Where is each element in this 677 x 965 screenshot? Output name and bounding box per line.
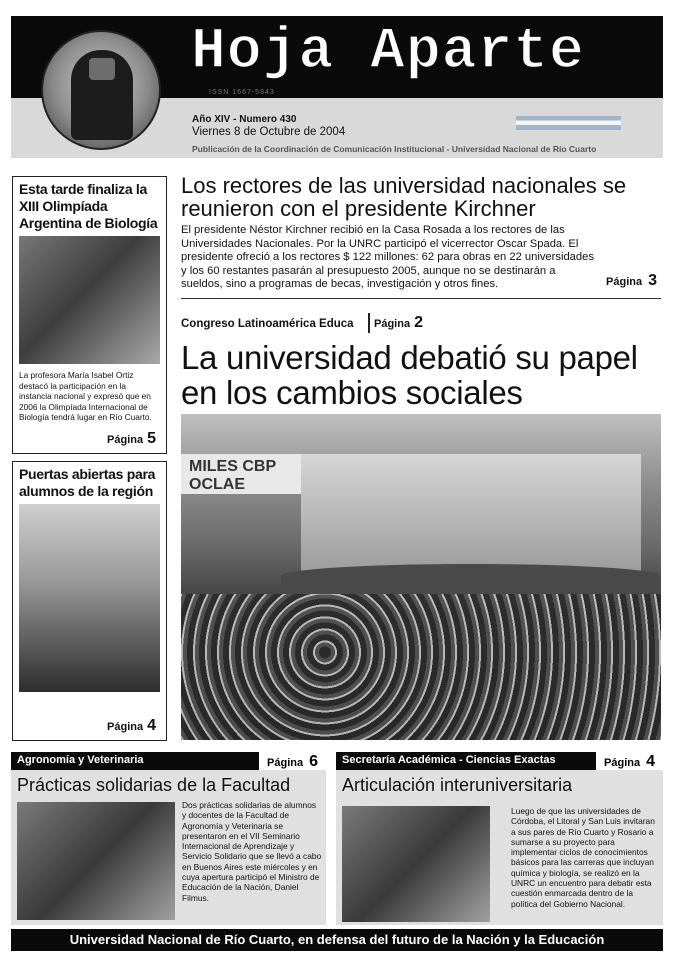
- story-solidarity-practices[interactable]: [11, 770, 326, 925]
- open-doors-photo: [19, 504, 160, 692]
- page-label: Página: [267, 757, 304, 769]
- congress-headline[interactable]: La universidad debatió su papel en los cambios sociales: [181, 339, 638, 411]
- olympiad-photo: [19, 236, 160, 364]
- story-body: Luego de que las universidades de Córdoba, el Litoral y San Luis invitaran a sus pares de Río Cuarto y Rosario a sumarse a su proyecto para implementar ciclos de conocimientos básicos para las carreras que incluyan química y biología, se realizó en la UNRC un encuentro para debatir esta cuestión enmarcada dentro de la política del Gobierno Nacional.: [511, 806, 655, 909]
- page-label: Página: [107, 721, 144, 733]
- page-reference[interactable]: [259, 752, 326, 770]
- sidebar-story-title[interactable]: Esta tarde finaliza la XIII Olimpíada Argentina de Biología: [19, 181, 158, 231]
- divider: [368, 313, 370, 333]
- page-label: Página: [107, 434, 144, 446]
- argentina-flag-icon: [516, 116, 621, 130]
- section-bar-academic: [336, 752, 663, 770]
- page-reference[interactable]: [606, 272, 657, 290]
- story-body: Dos prácticas solidarias de alumnos y docentes de la Facultad de Agronomía y Veterinaria se presentaron en el VII Seminario Internacional de Aprendizaje y Servicio Solidario que se llevó a cabo en Buenos Aires este miércoles y en cuya apertura participó el Ministro de Educación de la Nación, Daniel Filmus.: [182, 800, 322, 903]
- page-reference[interactable]: [107, 717, 156, 735]
- page-reference[interactable]: [374, 314, 423, 332]
- page-number: 4: [646, 753, 655, 770]
- sidebar-story-open-doors[interactable]: [12, 461, 167, 741]
- page-number: 2: [414, 314, 423, 331]
- lead-story-headline[interactable]: Los rectores de las universidad nacionales se reunieron con el presidente Kirchner: [181, 173, 627, 221]
- story-headline[interactable]: Prácticas solidarias de la Facultad: [17, 775, 291, 795]
- lead-story-body: El presidente Néstor Kirchner recibió en la Casa Rosada a los rectores de las Universidades Nacionales. Por la UNRC participó el vicerrector Oscar Spada. El presidente ofreció a los rectores $ 122 millones: 62 para obras en 22 universidades y los 60 restantes pasarán al presupuesto 2005, aunque no se destinarán a sueldos, sino a programas de becas, investigación y otros fines.: [181, 224, 594, 290]
- sidebar-story-caption: La profesora María Isabel Ortiz destacó la participación en la instancia nacional y expresó que en 2006 la Olimpíada Internacional de Biología tendrá lugar en Río Cuarto.: [19, 370, 152, 422]
- logo-icon: [41, 30, 161, 150]
- section-label: Agronomía y Veterinaria: [17, 754, 144, 766]
- photo-crowd: [181, 594, 661, 740]
- page-number: 5: [147, 430, 156, 447]
- page-label: Página: [374, 318, 411, 330]
- section-label: Secretaría Académica - Ciencias Exactas: [342, 754, 556, 766]
- photo-banner: MILES CBP OCLAE: [181, 454, 301, 494]
- page-number: 3: [648, 272, 657, 289]
- sidebar-story-title[interactable]: Puertas abiertas para alumnos de la región: [19, 466, 156, 499]
- sidebar-story-olympiad[interactable]: [12, 176, 167, 454]
- section-bar-agronomy: [11, 752, 326, 770]
- congress-photo: [181, 414, 661, 740]
- issue-date: Viernes 8 de Octubre de 2004: [192, 126, 346, 138]
- masthead-title[interactable]: Hoja Aparte: [191, 20, 585, 85]
- logo-figure-icon: [71, 50, 133, 140]
- page-reference[interactable]: [107, 430, 156, 448]
- divider: [181, 298, 661, 299]
- page-number: 4: [147, 717, 156, 734]
- story-headline[interactable]: Articulación interuniversitaria: [342, 775, 573, 795]
- publisher-line: Publicación de la Coordinación de Comunicación Institucional - Universidad Nacional de Río Cuarto: [192, 144, 597, 154]
- footer-banner: Universidad Nacional de Río Cuarto, en defensa del futuro de la Nación y la Educación: [11, 929, 663, 951]
- masthead: [11, 16, 663, 158]
- issue-number: Año XIV - Numero 430: [192, 114, 297, 125]
- interuniversity-photo: [342, 806, 490, 922]
- solidarity-photo: [17, 802, 175, 920]
- story-interuniversity[interactable]: [336, 770, 663, 925]
- photo-stage: [301, 454, 641, 574]
- issn: ISSN 1667-5843: [209, 89, 275, 96]
- page-label: Página: [604, 757, 641, 769]
- page-label: Página: [606, 276, 643, 288]
- congress-kicker: Congreso Latinoamérica Educa: [181, 318, 354, 330]
- page-number: 6: [309, 753, 318, 770]
- page-reference[interactable]: [596, 752, 663, 770]
